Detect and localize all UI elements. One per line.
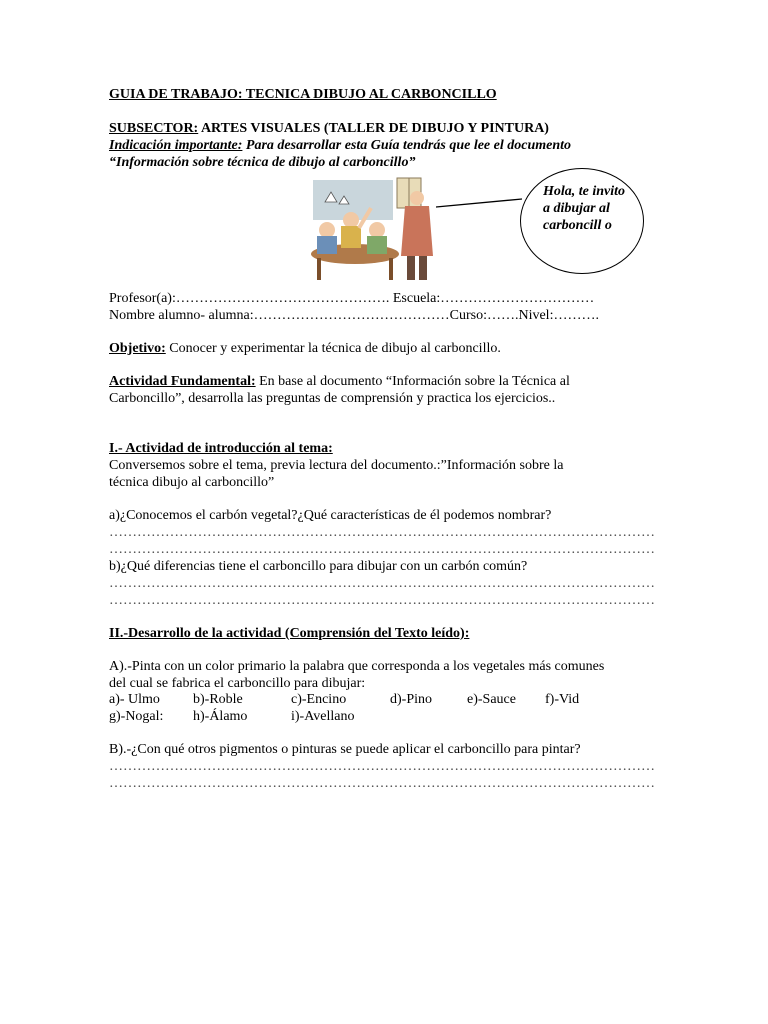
indicacion-text: Para desarrollar esta Guía tendrás que lee el documento — [242, 138, 572, 153]
question-b: b)¿Qué diferencias tiene el carboncillo para dibujar con un carbón común? — [109, 559, 528, 574]
option-nogal[interactable]: g)-Nogal: — [109, 709, 164, 724]
answer-line-a-1: ……………………………………………………………………………………………………… — [109, 525, 655, 540]
actividad-text-1: En base al documento “Información sobre la Técnica al — [255, 374, 570, 389]
speech-bubble-text: Hola, te invito a dibujar al carboncill o — [543, 184, 626, 233]
bubble-pointer — [436, 195, 526, 215]
actividad-line — [109, 373, 570, 390]
answer-line-B-2: ……………………………………………………………………………………………………… — [109, 776, 655, 791]
option-alamo[interactable]: h)-Álamo — [193, 709, 248, 724]
option-ulmo[interactable]: a)- Ulmo — [109, 692, 160, 707]
option-vid[interactable]: f)-Vid — [545, 692, 580, 707]
question-A-line-2: del cual se fabrica el carboncillo para dibujar: — [109, 676, 366, 691]
question-a: a)¿Conocemos el carbón vegetal?¿Qué características de él podemos nombrar? — [109, 508, 552, 523]
answer-line-b-2: ……………………………………………………………………………………………………… — [109, 593, 655, 608]
objetivo-label: Objetivo: — [109, 341, 166, 356]
indicacion-text-2: “Información sobre técnica de dibujo al carboncillo” — [109, 155, 416, 170]
profesor-field: Profesor(a):………………………………………. Escuela:…………………………… — [109, 291, 595, 306]
objetivo-text: Conocer y experimentar la técnica de dibujo al carboncillo. — [165, 341, 501, 356]
answer-line-B-1: ……………………………………………………………………………………………………… — [109, 759, 655, 774]
document-title: GUIA DE TRABAJO: TECNICA DIBUJO AL CARBONCILLO — [109, 87, 497, 102]
subsector-label: SUBSECTOR: — [109, 121, 199, 136]
classroom-illustration — [305, 172, 445, 288]
option-pino[interactable]: d)-Pino — [390, 692, 432, 707]
option-sauce[interactable]: e)-Sauce — [467, 692, 516, 707]
actividad-text-2: Carboncillo”, desarrolla las preguntas de comprensión y practica los ejercicios.. — [109, 391, 556, 406]
option-avellano[interactable]: i)-Avellano — [291, 709, 355, 724]
speech-bubble — [520, 168, 644, 274]
actividad-label: Actividad Fundamental: — [109, 374, 256, 389]
answer-line-b-1: ……………………………………………………………………………………………………… — [109, 576, 655, 591]
section-1-line-1: Conversemos sobre el tema, previa lectura del documento.:”Información sobre la — [109, 458, 564, 473]
section-1-heading: I.- Actividad de introducción al tema: — [109, 441, 333, 456]
question-A-line-1: A).-Pinta con un color primario la palabra que corresponda a los vegetales más comunes — [109, 659, 605, 674]
option-encino[interactable]: c)-Encino — [291, 692, 347, 707]
indicacion-line — [109, 137, 571, 154]
subsector-value: ARTES VISUALES (TALLER DE DIBUJO Y PINTURA) — [198, 121, 549, 136]
option-roble[interactable]: b)-Roble — [193, 692, 243, 707]
objetivo-line — [109, 340, 501, 357]
section-1-line-2: técnica dibujo al carboncillo” — [109, 475, 275, 490]
answer-line-a-2: ……………………………………………………………………………………………………… — [109, 542, 655, 557]
section-2-heading: II.-Desarrollo de la actividad (Comprensión del Texto leído): — [109, 626, 470, 641]
subsector-line — [109, 120, 549, 137]
question-B: B).-¿Con qué otros pigmentos o pinturas se puede aplicar el carboncillo para pintar? — [109, 742, 581, 757]
indicacion-label: Indicación importante: — [109, 138, 243, 153]
alumno-field: Nombre alumno- alumna:……………………………………Curso:…….Nivel:………. — [109, 308, 599, 323]
